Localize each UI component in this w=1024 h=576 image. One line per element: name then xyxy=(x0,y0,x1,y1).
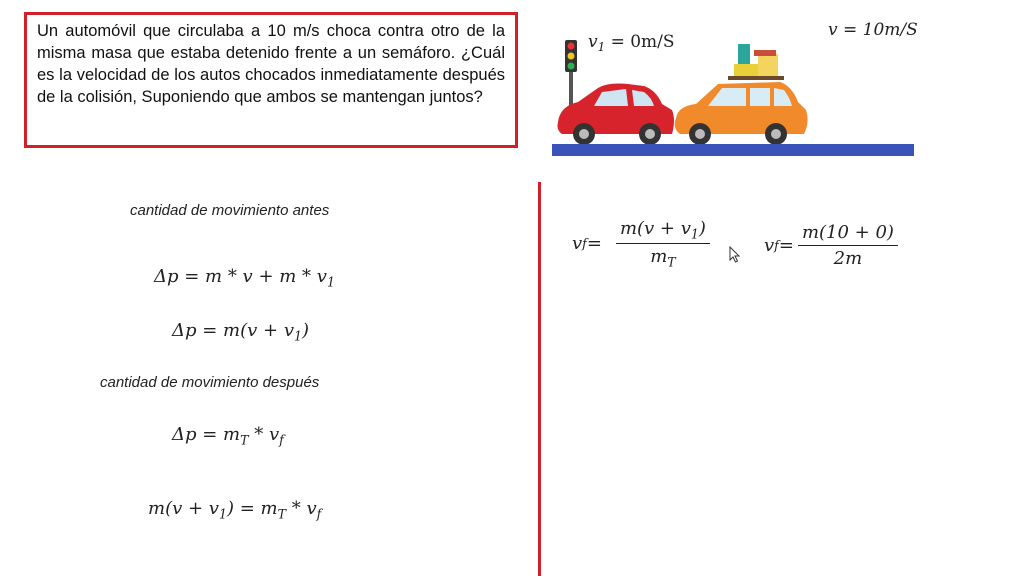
label-after: cantidad de movimiento después xyxy=(100,374,320,391)
orange-car-icon xyxy=(675,44,808,145)
problem-text: Un automóvil que circulaba a 10 m/s choca contra otro de la misma masa que estaba detenido frente a un semáforo. ¿Cuál es la velocidad de los autos chocados inmediatamente después de la colisión, Suponiendo que ambos se mantengan juntos? xyxy=(37,22,505,106)
mouse-cursor-icon xyxy=(729,246,741,264)
equation-vf-general: v f = $\frac{m(v + v_1)}{m_T}$ xyxy=(572,218,710,270)
equation-momentum-after: $\Delta p = m_T * v_f$ xyxy=(172,424,284,448)
equation-momentum-before: $\Delta p = m * v + m * v_1$ xyxy=(154,266,335,290)
v1-label: $v_1 = 0m/S$ xyxy=(588,32,675,55)
v-label: v = 10m/S xyxy=(828,20,918,40)
equation-momentum-factored: $\Delta p = m(v + v_1)$ xyxy=(172,320,310,344)
road-strip xyxy=(552,144,914,156)
fraction-general: $\frac{m(v + v_1)}{m_T}$ xyxy=(616,218,710,270)
label-before: cantidad de movimiento antes xyxy=(130,202,330,219)
fraction-substituted: $\frac{m(10 + 0)}{2m}$ xyxy=(798,222,898,269)
red-car-icon xyxy=(558,84,675,146)
equation-vf-substituted: v f = $\frac{m(10 + 0)}{2m}$ xyxy=(764,222,898,269)
section-divider xyxy=(538,182,541,576)
problem-statement-box xyxy=(24,12,518,148)
equation-conservation: $m(v + v_1) = m_T * v_f$ xyxy=(148,498,322,522)
collision-illustration xyxy=(548,10,968,160)
